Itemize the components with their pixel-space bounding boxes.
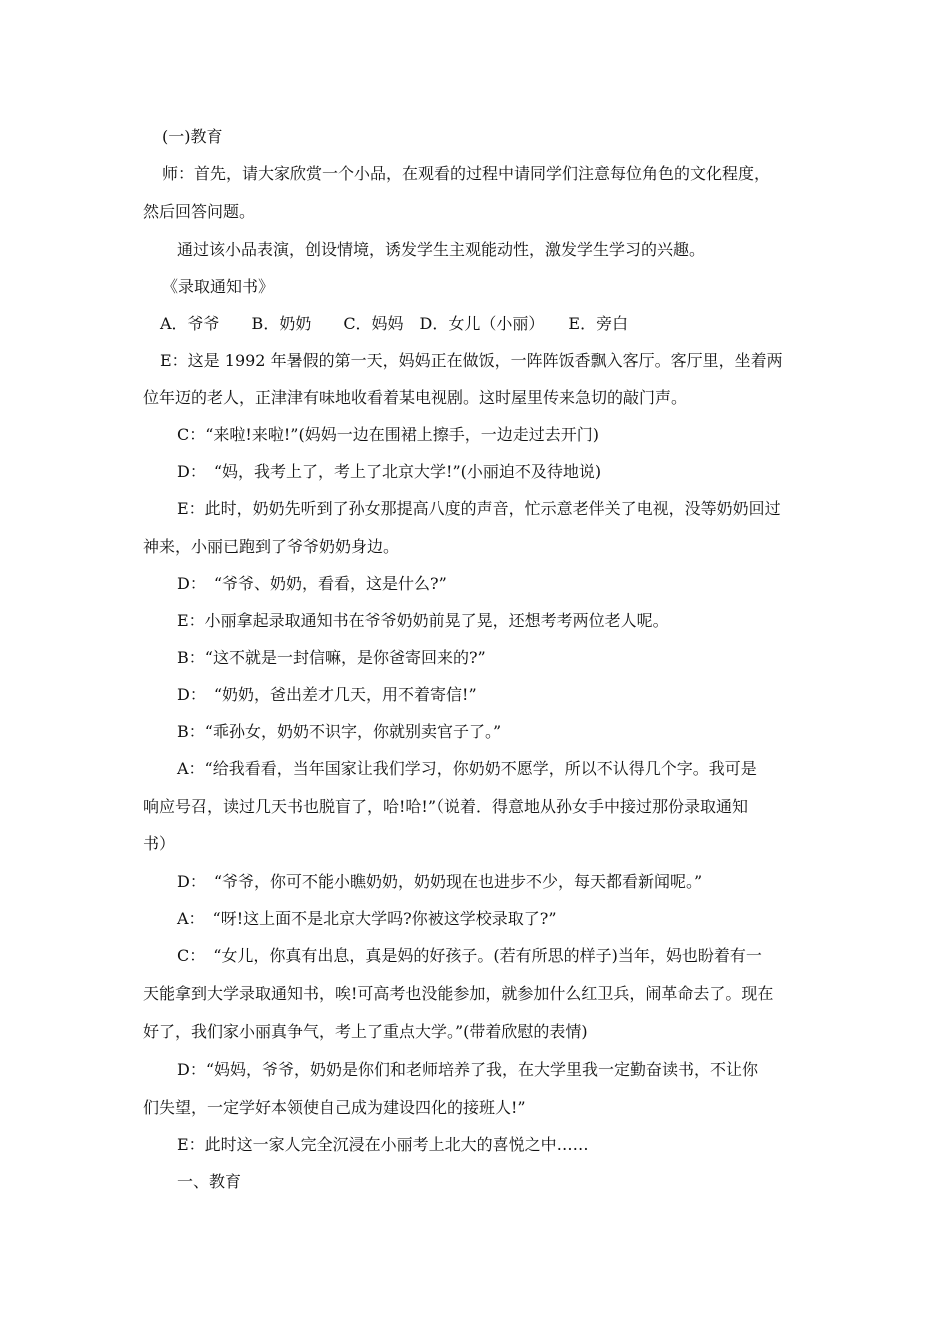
dialogue-line: C：“来啦!来啦!”(妈妈一边在围裙上擦手，一边走过去开门) (177, 425, 599, 444)
dialogue-line: D： “爷爷、奶奶，看看，这是什么?” (177, 574, 447, 593)
character-list: A．爷爷 B．奶奶 C．妈妈 D．女儿（小丽） E．旁白 (160, 314, 629, 333)
paragraph-line: 位年迈的老人，正津津有味地收看着某电视剧。这时屋里传来急切的敲门声。 (143, 388, 688, 407)
paragraph-line: 神来，小丽已跑到了爷爷奶奶身边。 (143, 537, 400, 556)
dialogue-line: B：“乖孙女，奶奶不识字，你就别卖官子了。” (177, 722, 502, 741)
dialogue-line: D： “爷爷，你可不能小瞧奶奶，奶奶现在也进步不少，每天都看新闻呢。” (177, 872, 703, 891)
paragraph-line: 师：首先，请大家欣赏一个小品，在观看的过程中请同学们注意每位角色的文化程度， (162, 164, 771, 183)
paragraph-line: E：小丽拿起录取通知书在爷爷奶奶前晃了晃，还想考考两位老人呢。 (177, 611, 669, 630)
dialogue-line: A：“给我看看，当年国家让我们学习，你奶奶不愿学，所以不认得几个字。我可是 (177, 759, 757, 778)
dialogue-line: C： “女儿，你真有出息，真是妈的好孩子。(若有所思的样子)当年，妈也盼着有一 (177, 946, 762, 965)
paragraph-line: E：此时，奶奶先听到了孙女那提高八度的声音，忙示意老伴关了电视，没等奶奶回过 (177, 499, 781, 518)
paragraph-line: 天能拿到大学录取通知书，唉!可高考也没能参加，就参加什么红卫兵，闹革命去了。现在 (143, 984, 774, 1003)
paragraph-line: 响应号召，读过几天书也脱盲了，哈!哈!”（说着．得意地从孙女手中接过那份录取通知 (143, 797, 749, 816)
dialogue-line: A： “呀!这上面不是北京大学吗?你被这学校录取了?” (177, 909, 557, 928)
paragraph-line: 书） (143, 834, 176, 853)
paragraph-line: 们失望，一定学好本领使自己成为建设四化的接班人!” (143, 1098, 526, 1117)
paragraph-line: E：这是 1992 年暑假的第一天，妈妈正在做饭，一阵阵饭香飘入客厅。客厅里，坐着两 (160, 351, 783, 370)
dialogue-line: D：“妈妈，爷爷，奶奶是你们和老师培养了我，在大学里我一定勤奋读书，不让你 (177, 1060, 759, 1079)
dialogue-line: B：“这不就是一封信嘛，是你爸寄回来的?” (177, 648, 486, 667)
paragraph-line: E：此时这一家人完全沉浸在小丽考上北大的喜悦之中…… (177, 1135, 589, 1154)
paragraph-line: 通过该小品表演，创设情境，诱发学生主观能动性，激发学生学习的兴趣。 (177, 240, 706, 259)
section-heading: (一)教育 (162, 127, 223, 146)
section-heading: 一、教育 (177, 1172, 242, 1191)
skit-title: 《录取通知书》 (162, 277, 275, 296)
paragraph-line: 好了，我们家小丽真争气，考上了重点大学。”(带着欣慰的表情) (143, 1022, 588, 1041)
dialogue-line: D： “奶奶，爸出差才几天，用不着寄信!” (177, 685, 477, 704)
paragraph-line: 然后回答问题。 (143, 202, 256, 221)
dialogue-line: D： “妈，我考上了，考上了北京大学!”(小丽迫不及待地说) (177, 462, 602, 481)
